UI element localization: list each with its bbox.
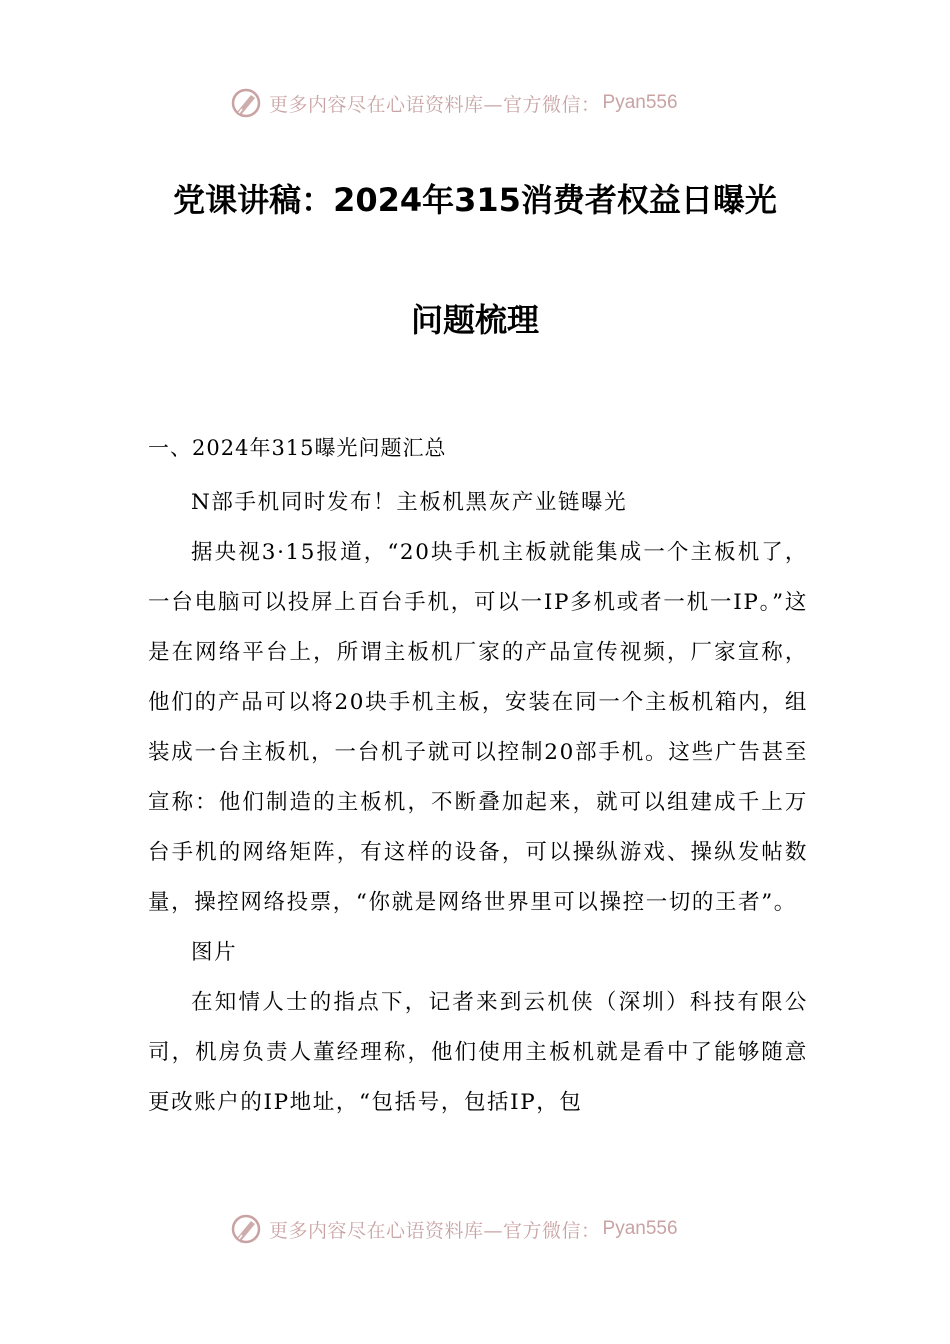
pen-circle-icon [229, 1212, 263, 1246]
watermark-text: 更多内容尽在心语资料库—官方微信： [269, 1219, 601, 1242]
body-paragraph: 在知情人士的指点下，记者来到云机侠（深圳）科技有限公司，机房负责人董经理称，他们使用主板机就是看中了能够随意更改账户的IP地址，“包括号，包括IP，包 [148, 990, 808, 1115]
pen-circle-icon [229, 86, 263, 120]
subheading-paragraph: N部手机同时发布！主板机黑灰产业链曝光 [191, 490, 628, 515]
watermark-wechat-id: Pyan556 [602, 1218, 678, 1239]
document-title-line-1: 党课讲稿：2024年315消费者权益日曝光 [173, 181, 777, 219]
body-paragraph: 据央视3·15报道，“20块手机主板就能集成一个主板机了，一台电脑可以投屏上百台手机，可以一IP多机或者一机一IP。”这是在网络平台上，所谓主板机厂家的产品宣传视频，厂家宣称，他们的产品可以将20块手机主板，安装在同一个主板机箱内，组装成一台主板机，一台机子就可以控制20部手机。这些广告甚至宣称：他们制造的主板机，不断叠加起来，就可以组建成千上万台手机的网络矩阵，有这样的设备，可以操纵游戏、操纵发帖数量，操控网络投票，“你就是网络世界里可以操控一切的王者”。 [148, 540, 808, 915]
watermark-footer [229, 1212, 678, 1246]
watermark-wechat-id: Pyan556 [602, 92, 678, 113]
image-caption-paragraph: 图片 [191, 940, 238, 965]
document-body [148, 478, 808, 1128]
watermark-text: 更多内容尽在心语资料库—官方微信： [269, 93, 601, 116]
section-heading: 一、2024年315曝光问题汇总 [148, 436, 447, 460]
document-title-line-2: 问题梳理 [410, 301, 539, 339]
watermark-header [229, 86, 678, 120]
